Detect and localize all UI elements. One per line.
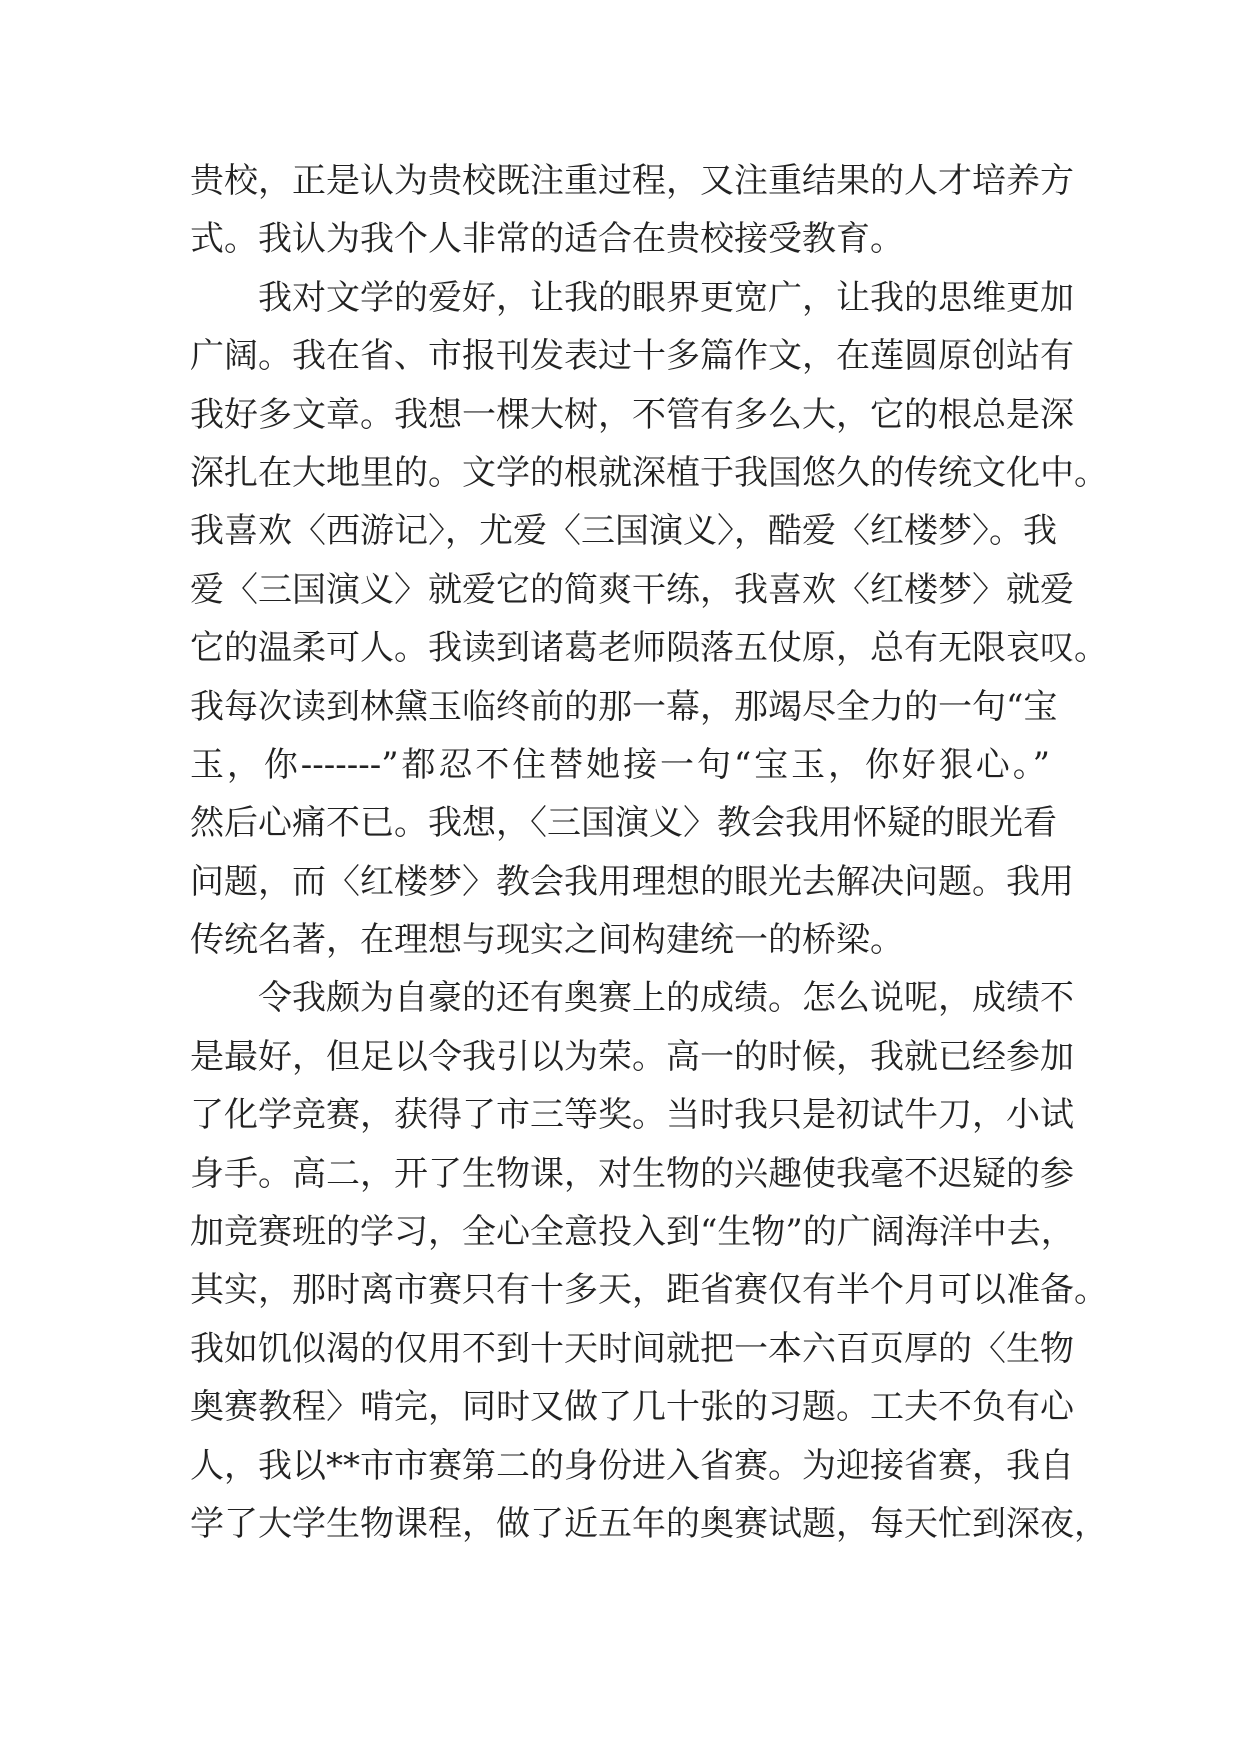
text-line: 我如饥似渴的仅用不到十天时间就把一本六百页厚的〈生物 bbox=[190, 1328, 1074, 1369]
text-line: 式。我认为我个人非常的适合在贵校接受教育。 bbox=[190, 219, 904, 260]
text-line: 我喜欢〈西游记〉，尤爱〈三国演义〉，酷爱〈红楼梦〉。我 bbox=[190, 511, 1057, 552]
text-line: 深扎在大地里的。文学的根就深植于我国悠久的传统文化中。 bbox=[190, 452, 1108, 493]
text-line: 传统名著，在理想与现实之间构建统一的桥梁。 bbox=[190, 920, 904, 961]
text-line: 我每次读到林黛玉临终前的那一幕，那竭尽全力的一句“宝 bbox=[190, 686, 1058, 727]
text-line: 然后心痛不已。我想，〈三国演义〉教会我用怀疑的眼光看 bbox=[190, 803, 1057, 844]
text-line: 广阔。我在省、市报刊发表过十多篇作文，在莲圆原创站有 bbox=[190, 336, 1074, 377]
text-line: 身手。高二，开了生物课，对生物的兴趣使我毫不迟疑的参 bbox=[190, 1153, 1074, 1194]
text-line: 令我颇为自豪的还有奥赛上的成绩。怎么说呢，成绩不 bbox=[258, 978, 1074, 1019]
text-line: 了化学竞赛，获得了市三等奖。当时我只是初试牛刀，小试 bbox=[190, 1095, 1074, 1136]
text-line: 我对文学的爱好，让我的眼界更宽广，让我的思维更加 bbox=[258, 277, 1074, 318]
text-line: 爱〈三国演义〉就爱它的简爽干练，我喜欢〈红楼梦〉就爱 bbox=[190, 569, 1074, 610]
text-line: 学了大学生物课程，做了近五年的奥赛试题，每天忙到深夜， bbox=[190, 1503, 1108, 1544]
body-text bbox=[190, 152, 1108, 1553]
text-line: 玉，你-------”都忍不住替她接一句“宝玉，你好狠心。” bbox=[190, 744, 1050, 785]
text-line: 奥赛教程〉啃完，同时又做了几十张的习题。工夫不负有心 bbox=[190, 1387, 1074, 1428]
text-line: 我好多文章。我想一棵大树，不管有多么大，它的根总是深 bbox=[190, 394, 1074, 435]
text-line: 它的温柔可人。我读到诸葛老师陨落五仗原，总有无限哀叹。 bbox=[190, 628, 1108, 669]
text-line: 是最好，但足以令我引以为荣。高一的时候，我就已经参加 bbox=[190, 1036, 1074, 1077]
text-line: 人，我以**市市赛第二的身份进入省赛。为迎接省赛，我自 bbox=[190, 1445, 1074, 1486]
text-line: 贵校，正是认为贵校既注重过程，又注重结果的人才培养方 bbox=[190, 161, 1074, 201]
text-line: 问题，而〈红楼梦〉教会我用理想的眼光去解决问题。我用 bbox=[190, 861, 1074, 902]
text-line: 加竞赛班的学习，全心全意投入到“生物”的广阔海洋中去， bbox=[190, 1212, 1075, 1253]
text-line: 其实，那时离市赛只有十多天，距省赛仅有半个月可以准备。 bbox=[190, 1270, 1108, 1311]
